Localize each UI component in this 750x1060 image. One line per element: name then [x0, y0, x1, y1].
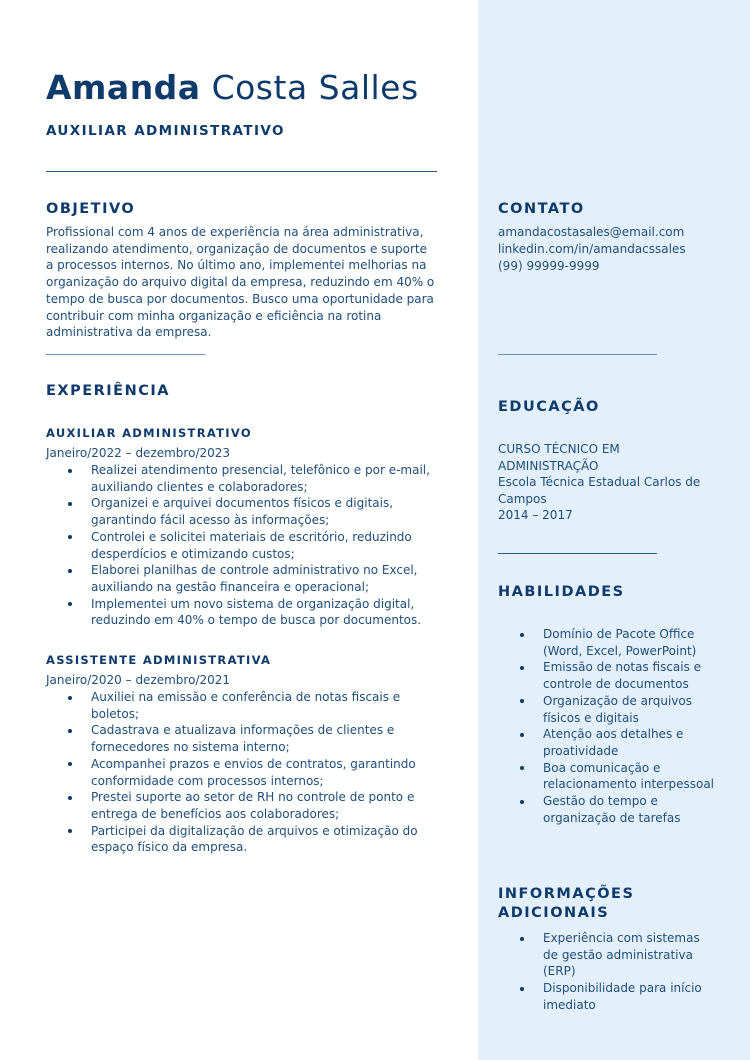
list-item: Gestão do tempo e organização de tarefas	[498, 793, 718, 826]
education-divider	[498, 553, 657, 554]
list-item: Organizei e arquivei documentos físicos e digitais, garantindo fácil acesso às informações;	[46, 495, 438, 528]
education-heading: EDUCAÇÃO	[498, 399, 600, 415]
experience-heading: EXPERIÊNCIA	[46, 383, 170, 399]
objective-heading: OBJETIVO	[46, 201, 136, 217]
list-item: Disponibilidade para início imediato	[498, 980, 718, 1013]
job-title-1: AUXILIAR ADMINISTRATIVO	[46, 426, 252, 440]
additional-list	[498, 930, 718, 1014]
list-item: Atenção aos detalhes e proatividade	[498, 726, 718, 759]
list-item: Participei da digitalização de arquivos e otimização do espaço físico da empresa.	[46, 823, 438, 856]
list-item: Implementei um novo sistema de organização digital, reduzindo em 40% o tempo de busca por documentos.	[46, 596, 438, 629]
education-school: Escola Técnica Estadual Carlos de Campos	[498, 475, 701, 506]
list-item: Controlei e solicitei materiais de escritório, reduzindo desperdícios e otimizando custos;	[46, 529, 438, 562]
list-item: Auxiliei na emissão e conferência de notas fiscais e boletos;	[46, 689, 438, 722]
list-item: Domínio de Pacote Office (Word, Excel, PowerPoint)	[498, 626, 718, 659]
first-name: Amanda	[46, 68, 201, 107]
contact-heading: CONTATO	[498, 201, 585, 217]
contact-divider	[498, 354, 657, 355]
list-item: Cadastrava e atualizava informações de clientes e fornecedores no sistema interno;	[46, 722, 438, 755]
job-period-2: Janeiro/2020 – dezembro/2021	[46, 673, 231, 687]
list-item: Organização de arquivos físicos e digitais	[498, 693, 718, 726]
job-title-2: ASSISTENTE ADMINISTRATIVA	[46, 653, 272, 667]
education-period: 2014 – 2017	[498, 508, 573, 522]
objective-divider	[46, 354, 205, 355]
contact-linkedin: linkedin.com/in/amandacssales	[498, 242, 686, 256]
list-item: Realizei atendimento presencial, telefônico e por e-mail, auxiliando clientes e colaboradores;	[46, 462, 438, 495]
job-bullets-1	[46, 462, 438, 629]
contact-email: amandacostasales@email.com	[498, 225, 685, 239]
header-divider	[46, 171, 437, 172]
contact-phone: (99) 99999-9999	[498, 259, 600, 273]
job-period-1: Janeiro/2022 – dezembro/2023	[46, 446, 231, 460]
job-title: AUXILIAR ADMINISTRATIVO	[46, 123, 285, 139]
skills-list	[498, 626, 718, 826]
additional-heading: INFORMAÇÕES ADICIONAIS	[498, 886, 635, 921]
skills-heading: HABILIDADES	[498, 584, 625, 600]
list-item: Prestei suporte ao setor de RH no controle de ponto e entrega de benefícios aos colaboradores;	[46, 789, 438, 822]
list-item: Boa comunicação e relacionamento interpessoal	[498, 760, 718, 793]
list-item: Experiência com sistemas de gestão administrativa (ERP)	[498, 930, 718, 980]
candidate-name	[46, 68, 419, 107]
list-item: Emissão de notas fiscais e controle de documentos	[498, 659, 718, 692]
list-item: Elaborei planilhas de controle administrativo no Excel, auxiliando na gestão financeira e operacional;	[46, 562, 438, 595]
job-bullets-2	[46, 689, 438, 856]
last-name: Costa Salles	[211, 68, 419, 107]
list-item: Acompanhei prazos e envios de contratos, garantindo conformidade com processos internos;	[46, 756, 438, 789]
objective-text: Profissional com 4 anos de experiência na área administrativa, realizando atendimento, organização de documentos e suporte a processos internos. No último ano, implementei melhorias na organização do arquivo digital da empresa, reduzindo em 40% o tempo de busca por documentos. Busco uma oportunidade para contribuir com minha organização e eficiência na rotina administrativa da empresa.	[46, 225, 435, 340]
education-course: CURSO TÉCNICO EM ADMINISTRAÇÃO	[498, 442, 620, 473]
